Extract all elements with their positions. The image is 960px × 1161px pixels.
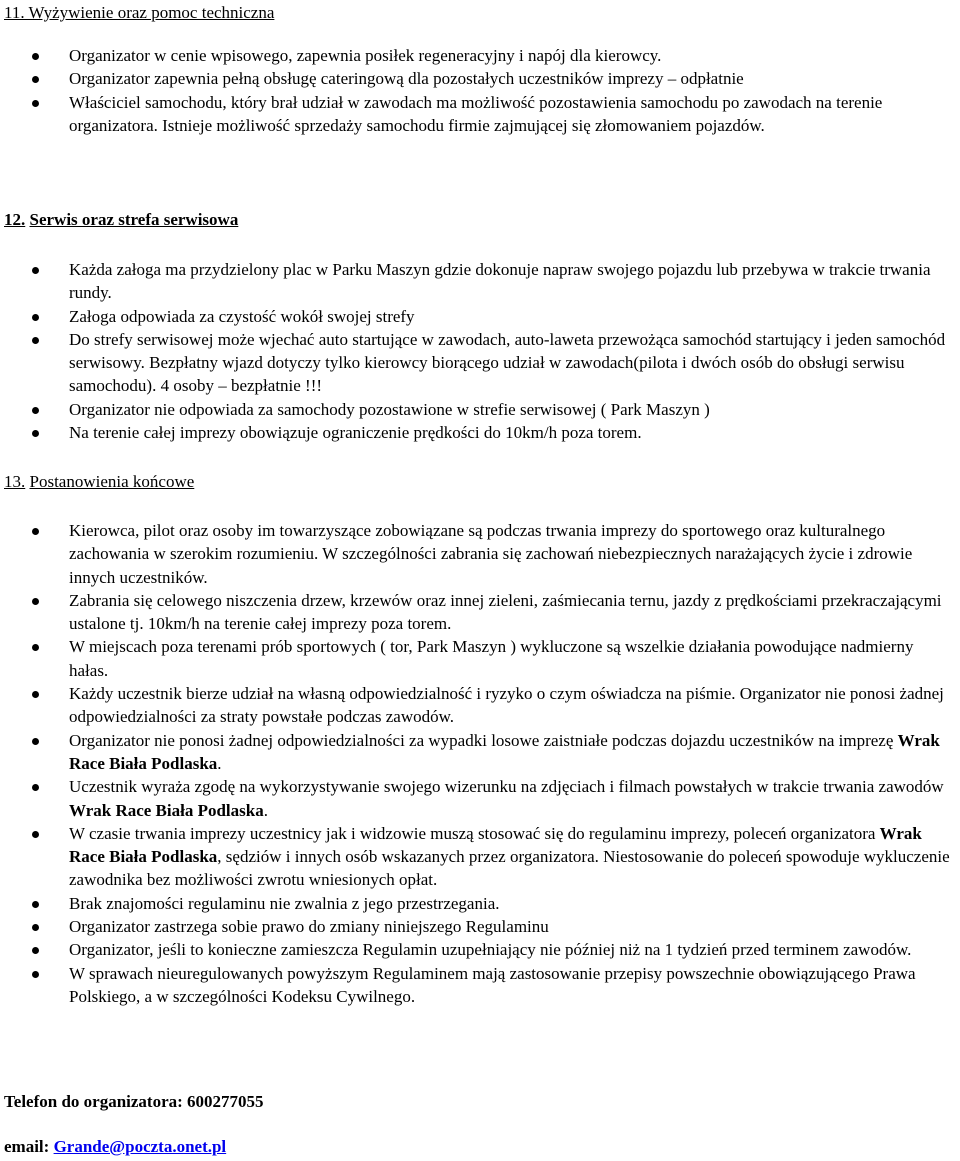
list-item: Każdy uczestnik bierze udział na własną odpowiedzialność i ryzyko o czym oświadcza na piśmie. Organizator nie ponosi żadnej odpowiedzialności za straty powstałe podczas zawodów. [0,682,960,729]
list-item [0,775,960,822]
list-item: Organizator, jeśli to konieczne zamieszcza Regulamin uzupełniający nie później niż na 1 tydzień przed terminem zawodów. [0,938,960,961]
event-name: Wrak Race Biała Podlaska [69,823,922,867]
event-name: Wrak Race Biała Podlaska [69,800,264,820]
section-13-heading [4,471,194,493]
list-item: Załoga odpowiada za czystość wokół swojej strefy [0,305,960,328]
list-item: Organizator zapewnia pełną obsługę cateringową dla pozostałych uczestników imprezy – odpłatnie [0,67,960,90]
list-item: Na terenie całej imprezy obowiązuje ograniczenie prędkości do 10km/h poza torem. [0,421,960,444]
email-link[interactable]: Grande@poczta.onet.pl [53,1137,227,1156]
section-12-title: Serwis oraz strefa serwisowa [29,210,239,229]
list-item: Właściciel samochodu, który brał udział w zawodach ma możliwość pozostawienia samochodu po zawodach na terenie organizatora. Istnieje możliwość sprzedaży samochodu firmie zajmującej się złomowaniem pojazdów. [0,91,960,138]
list-item [0,729,960,776]
section-13-number: 13. [4,472,26,491]
item-text-end: . [263,800,268,820]
list-item: Każda załoga ma przydzielony plac w Parku Maszyn gdzie dokonuje napraw swojego pojazdu lub przebywa w trakcie trwania rundy. [0,258,960,305]
list-item: Organizator nie odpowiada za samochody pozostawione w strefie serwisowej ( Park Maszyn ) [0,398,960,421]
section-12-heading [4,209,238,231]
phone-line: Telefon do organizatora: 600277055 [4,1092,264,1111]
item-text: Uczestnik wyraża zgodę na wykorzystywanie swojego wizerunku na zdjęciach i filmach powstałych w trakcie trwania zawodów [69,777,944,797]
event-name: Wrak Race Biała Podlaska [69,730,940,773]
list-item: Brak znajomości regulaminu nie zwalnia z jego przestrzegania. [0,892,960,915]
section-13-list [0,519,960,1008]
section-12-list [0,258,960,444]
item-text: W czasie trwania imprezy uczestnicy jak i widzowie muszą stosować się do regulaminu imprezy, poleceń organizatora [69,823,880,843]
list-item: W miejscach poza terenami prób sportowych ( tor, Park Maszyn ) wykluczone są wszelkie działania powodujące nadmierny hałas. [0,635,960,682]
list-item: Organizator w cenie wpisowego, zapewnia posiłek regeneracyjny i napój dla kierowcy. [0,44,960,67]
item-text-end: . [217,753,222,773]
section-13-title: Postanowienia końcowe [29,472,195,491]
item-text-end: , sędziów i innych osób wskazanych przez organizatora. Niestosowanie do poleceń spowoduje wykluczenie zawodnika bez możliwości zwrotu wniesionych opłat. [69,847,950,890]
section-12-number: 12. [4,210,26,229]
list-item: W sprawach nieuregulowanych powyższym Regulaminem mają zastosowanie przepisy powszechnie obowiązującego Prawa Polskiego, a w szczególności Kodeksu Cywilnego. [0,962,960,1009]
item-text: Organizator nie ponosi żadnej odpowiedzialności za wypadki losowe zaistniałe podczas dojazdu uczestników na imprezę [69,730,898,750]
email-label: email: [4,1137,54,1156]
list-item: Zabrania się celowego niszczenia drzew, krzewów oraz innej zieleni, zaśmiecania ternu, jazdy z prędkościami przekraczającymi ustalone tj. 10km/h na terenie całej imprezy poza torem. [0,589,960,636]
list-item [0,822,960,892]
section-11-heading: 11. Wyżywienie oraz pomoc techniczna [4,3,275,22]
section-11-list [0,44,960,137]
list-item: Kierowca, pilot oraz osoby im towarzyszące zobowiązane są podczas trwania imprezy do sportowego oraz kulturalnego zachowania w szerokim rozumieniu. W szczególności zabrania się zachowań niebezpiecznych narażających życie i zdrowie innych uczestników. [0,519,960,589]
list-item: Do strefy serwisowej może wjechać auto startujące w zawodach, auto-laweta przewożąca samochód startujący i jeden samochód serwisowy. Bezpłatny wjazd dotyczy tylko kierowcy biorącego udział w zawodach(pilota i dwóch osób do obsługi serwisu samochodu). 4 osoby – bezpłatnie !!! [0,328,960,398]
list-item: Organizator zastrzega sobie prawo do zmiany niniejszego Regulaminu [0,915,960,938]
email-line [4,1136,226,1158]
